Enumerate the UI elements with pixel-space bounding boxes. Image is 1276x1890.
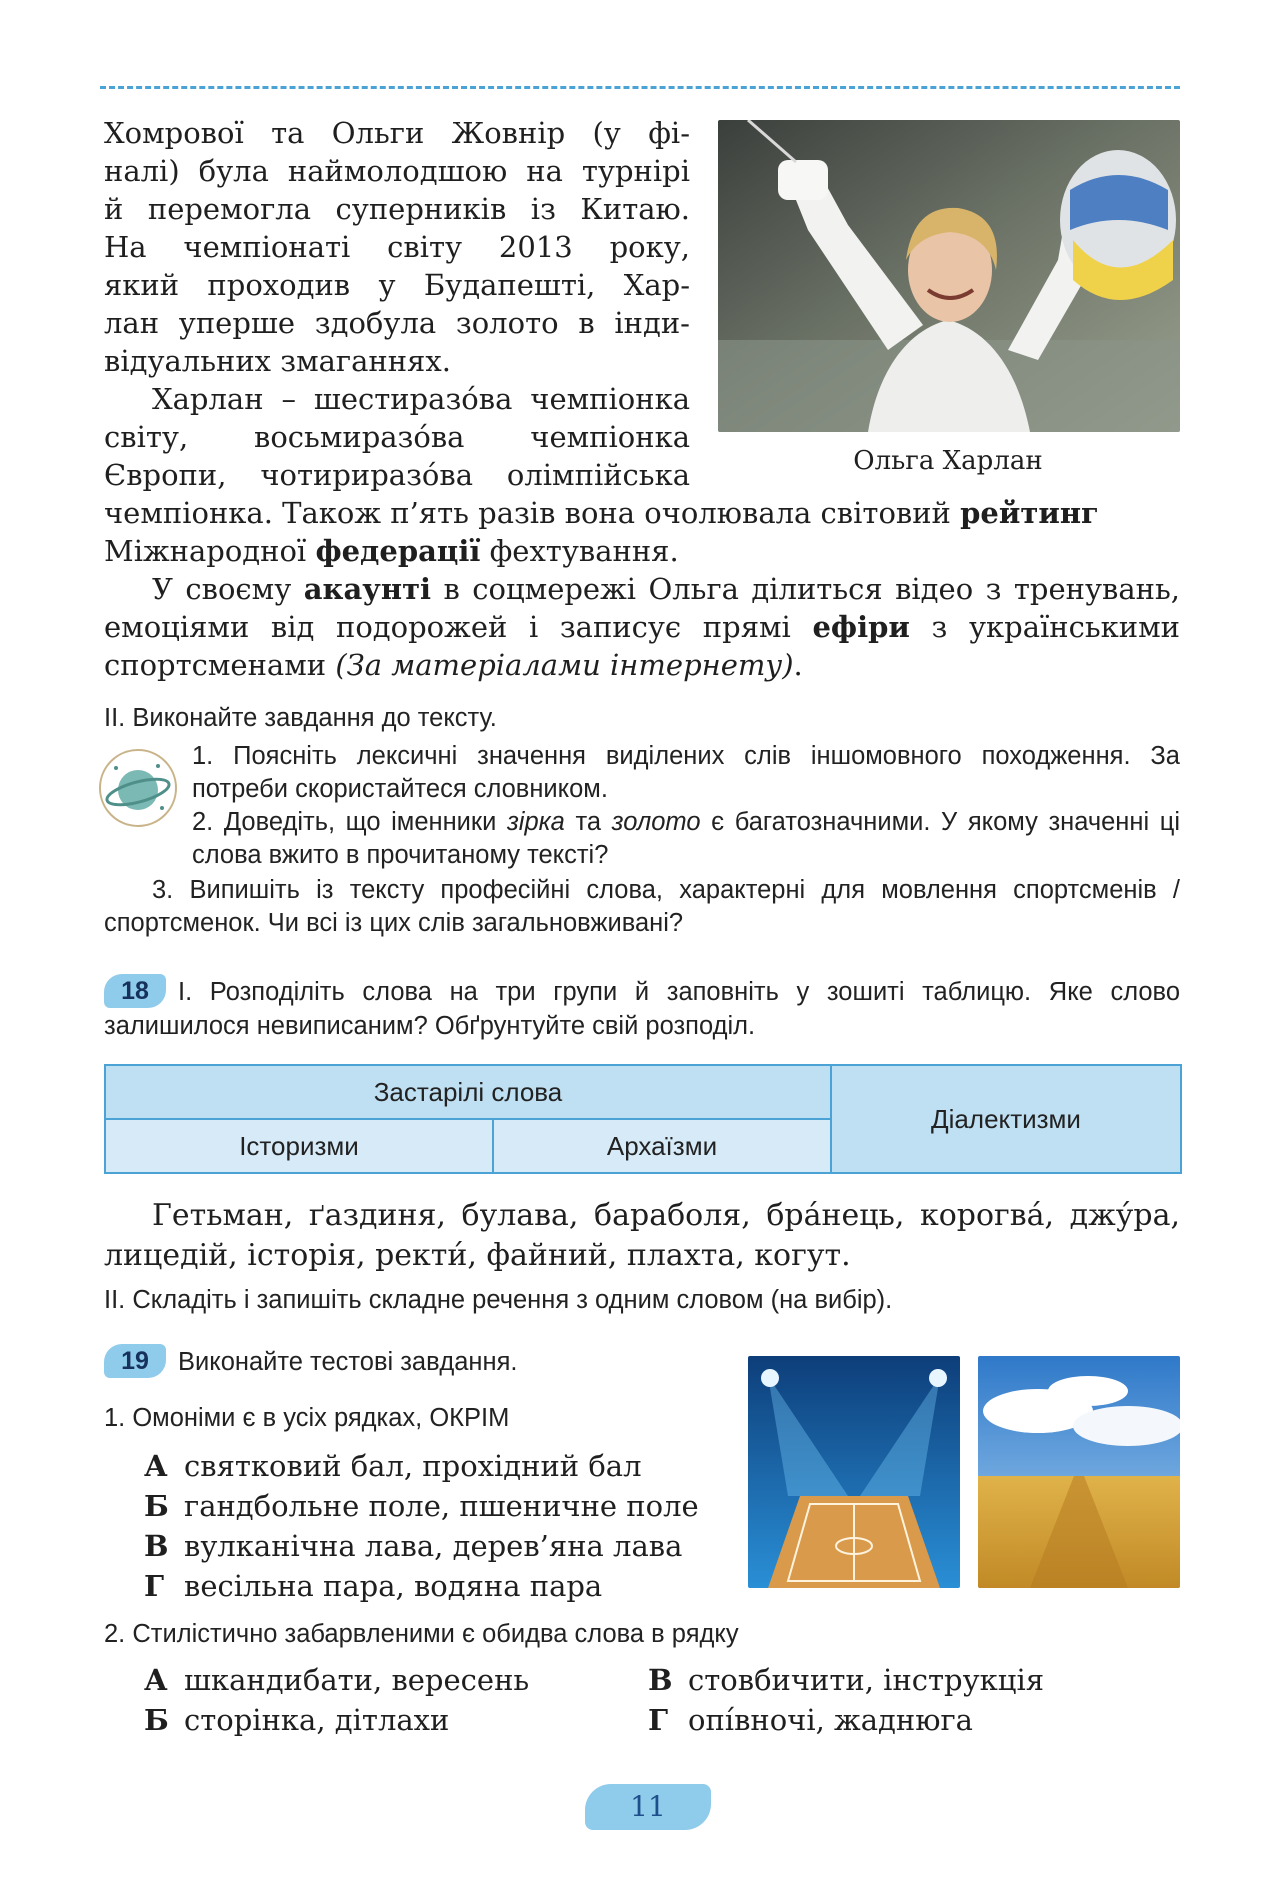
handball-court-illustration xyxy=(748,1356,960,1588)
para2-line: світу, восьмиразо́ва чемпіонка xyxy=(104,420,690,454)
bold-term: рейтинг xyxy=(960,496,1099,530)
intro-line: На чемпіонаті світу 2013 року, xyxy=(104,230,690,264)
option-letter: Б xyxy=(144,1703,169,1737)
source-note: (За матеріалами інтернету) xyxy=(335,648,794,682)
tasks-title: ІІ. Виконайте завдання до тексту. xyxy=(104,704,497,732)
task2-text: є багатозначними. У якому значенні ці слова вжито в прочитаному тексті? xyxy=(192,808,1180,869)
para2-line: Європи, чотириразо́ва олімпійська xyxy=(104,458,690,492)
question-2: 2. Стилістично забарвленими є обидва слова в рядку xyxy=(104,1620,739,1648)
option-text: вулканічна лава, дерев’яна лава xyxy=(184,1529,683,1563)
table-head-dialectisms: Діалектизми xyxy=(831,1065,1181,1173)
planet-dictionary-icon xyxy=(98,748,178,828)
wheat-field-photo xyxy=(978,1356,1180,1588)
q2-option xyxy=(144,1700,449,1740)
top-dashed-rule xyxy=(100,86,1180,89)
para2-line: Харлан – шестиразо́ва чемпіонка xyxy=(152,382,690,416)
q1-option xyxy=(144,1486,699,1526)
para3-text: з українськими спортсменами xyxy=(104,610,1180,682)
handball-court-photo xyxy=(748,1356,960,1588)
para3-text: . xyxy=(793,648,803,682)
option-letter: А xyxy=(144,1449,168,1483)
option-text: гандбольне поле, пшеничне поле xyxy=(184,1489,699,1523)
intro-line: й перемогла суперників із Китаю. xyxy=(104,192,690,226)
option-text: весільна пара, водяна пара xyxy=(184,1569,603,1603)
para2-text: Міжнародної xyxy=(104,534,316,568)
option-letter: В xyxy=(144,1529,169,1563)
bold-term: ефіри xyxy=(812,610,910,644)
para3 xyxy=(104,570,1180,684)
bold-term: акаунті xyxy=(303,572,432,606)
task2-text: та xyxy=(564,808,612,836)
option-letter: Б xyxy=(144,1489,169,1523)
exercise-number-badge: 18 xyxy=(104,974,166,1008)
q2-option xyxy=(648,1660,1044,1700)
para2-text: фехтування. xyxy=(480,534,679,568)
table-head-obsolete: Застарілі слова xyxy=(105,1065,831,1119)
intro-line: відуальних змаганнях. xyxy=(104,344,451,378)
intro-column xyxy=(104,114,690,494)
task2-text: 2. Доведіть, що іменники xyxy=(192,808,507,836)
option-text: сторінка, дітлахи xyxy=(184,1703,450,1737)
exercise-18-task2: ІІ. Складіть і запишіть складне речення з одним словом (на вибір). xyxy=(104,1286,893,1314)
fencer-illustration xyxy=(718,120,1180,432)
intro-line: лан уперше здобула золото в інди- xyxy=(104,306,690,340)
exercise-18 xyxy=(104,976,1180,1043)
option-letter: Г xyxy=(144,1569,165,1603)
task2-word: зірка xyxy=(506,808,565,836)
bold-term: федерації xyxy=(315,534,481,568)
para2-text: чемпіонка. Також п’ять разів вона очолювала світовий xyxy=(104,496,961,530)
page-number: 11 xyxy=(585,1784,711,1830)
wheat-field-illustration xyxy=(978,1356,1180,1588)
para2-continuation xyxy=(104,494,1180,570)
photo-caption: Ольга Харлан xyxy=(853,446,1043,476)
task3: 3. Випишіть із тексту професійні слова, характерні для мовлення спортсменів / спортсменок. Чи всі із цих слів загальновживані? xyxy=(104,876,1180,937)
fencer-photo xyxy=(718,120,1180,432)
question-1: 1. Омоніми є в усіх рядках, ОКРІМ xyxy=(104,1404,510,1432)
intro-line: який проходив у Будапешті, Хар- xyxy=(104,268,690,302)
intro-line: налі) була наймолодшою на турнірі xyxy=(104,154,690,188)
table-head-historisms: Історизми xyxy=(105,1119,493,1173)
option-text: святковий бал, прохідний бал xyxy=(184,1449,642,1483)
task2 xyxy=(192,806,1180,872)
option-text: шкандибати, вересень xyxy=(184,1663,530,1697)
option-letter: Г xyxy=(648,1703,669,1737)
q1-option xyxy=(144,1566,602,1606)
para3-text: У своєму xyxy=(152,572,304,606)
q2-option xyxy=(144,1660,529,1700)
option-letter: В xyxy=(648,1663,673,1697)
table-head-archaisms: Архаїзми xyxy=(493,1119,831,1173)
exercise-19 xyxy=(104,1346,518,1380)
q2-option xyxy=(648,1700,973,1740)
para3-text: в соцмережі Ольга ділиться відео з тренувань, емоціями від подорожей і записує прямі xyxy=(104,572,1180,644)
option-text: опі́вночі, жаднюга xyxy=(688,1703,973,1737)
option-text: стовбичити, інструкція xyxy=(688,1663,1045,1697)
word-list: Гетьман, ґаздиня, булава, бараболя, бра́нець, корогва́, джу́ра, лицедій, історія, ректи́, файний, плахта, когут. xyxy=(104,1198,1180,1273)
exercise-19-text: Виконайте тестові завдання. xyxy=(178,1348,518,1376)
intro-line: Хомрової та Ольги Жовнір (у фі- xyxy=(104,116,690,150)
task1: 1. Поясніть лексичні значення виділених слів іншомовного походження. За потреби скористайтеся словником. xyxy=(192,742,1180,803)
task2-word: золото xyxy=(611,808,701,836)
q1-option xyxy=(144,1446,642,1486)
word-classification-table xyxy=(104,1064,1182,1174)
option-letter: А xyxy=(144,1663,168,1697)
q1-option xyxy=(144,1526,682,1566)
exercise-18-text: І. Розподіліть слова на три групи й заповніть у зошиті таблицю. Яке слово залишилося невиписаним? Обґрунтуйте свій розподіл. xyxy=(104,978,1180,1041)
exercise-number-badge: 19 xyxy=(104,1344,166,1378)
